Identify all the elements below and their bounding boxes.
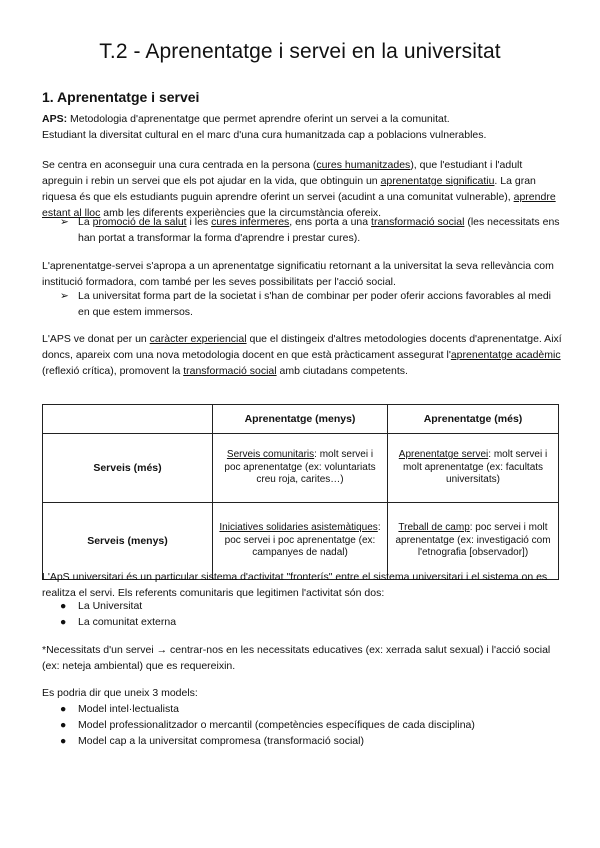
list-item	[42, 614, 562, 630]
bullet-dot-icon: ●	[60, 616, 67, 628]
bullet-dot-icon: ●	[60, 719, 67, 731]
col-header-learning-less: Aprenentatge (menys)	[213, 405, 388, 434]
row-header-service-less: Serveis (menys)	[43, 503, 213, 580]
bullet-list-health	[42, 214, 562, 246]
needs-paragraph: *Necessitats d'un servei → centrar-nos en les necessitats educatives (ex: xerrada salut sexual) i l'acció social (ex: neteja ambiental) que es requereixin.	[42, 644, 551, 672]
col-header-learning-more: Aprenentatge (més)	[388, 405, 559, 434]
page-title: T.2 - Aprenentatge i servei en la universitat	[99, 40, 501, 63]
underlined-term: caràcter experiencial	[149, 333, 247, 345]
table-header-row	[43, 405, 559, 434]
text-run: : molt servei i molt aprenentatge (ex: facultats universitats)	[402, 449, 548, 486]
bullet-dot-icon: ●	[60, 600, 67, 612]
table-row	[43, 434, 559, 503]
section-heading: 1. Aprenentatge i servei	[42, 89, 200, 105]
list-item-text: Model professionalitzador o mercantil (competències específiques de cada disciplina)	[78, 719, 475, 731]
text-run: que el distingeix d'altres metodologies docents d'aprenentatge. Així doncs, apareix com una nova metodologia docent en que està pràcticament assegurat l'	[42, 333, 562, 361]
text-run: (les necessitats ens han portat a transformar la forma d'aprendre i prestar cures).	[78, 216, 560, 244]
underlined-term: Aprenentatge servei	[398, 449, 489, 461]
table-row	[43, 503, 559, 580]
list-item	[42, 598, 562, 614]
row-header-service-more: Serveis (més)	[43, 434, 213, 503]
text-run: : poc servei i poc aprenentatge (ex: campanyes de nadal)	[224, 522, 381, 559]
table-cell	[388, 503, 559, 580]
list-item	[42, 701, 562, 717]
table-cell	[213, 434, 388, 503]
text-run: : molt servei i poc aprenentatge (ex: voluntariats creu roja, carites…)	[224, 449, 376, 486]
table-corner-cell	[43, 405, 213, 434]
text-run: , ens porta a una	[289, 216, 372, 228]
list-item-text: Model cap a la universitat compromesa (transformació social)	[78, 735, 364, 747]
intro-line-1: Metodologia d'aprenentatge que permet aprendre oferint un servei a la comunitat.	[67, 113, 450, 125]
experiential-paragraph	[42, 331, 562, 379]
aps-term: APS:	[42, 113, 68, 125]
text-run: La	[78, 216, 93, 228]
underlined-term: aprenentatge acadèmic	[450, 349, 561, 361]
underlined-term: promoció de la salut	[92, 216, 187, 228]
list-item	[42, 214, 562, 246]
underlined-term: Iniciatives solidaries asistemàtiques	[219, 522, 378, 534]
text-run: i les	[186, 216, 212, 228]
list-item-text: La comunitat externa	[78, 616, 177, 628]
text-run: . La gran riquesa és que els estudiants puguin aprendre oferint un servei (acudint a una comunitat vulnerable),	[42, 175, 536, 203]
table-cell	[213, 503, 388, 580]
models-list	[42, 701, 562, 749]
intro-line-2: Estudiant la diversitat cultural en el marc d'una cura humanitzada cap a poblacions vulnerables.	[42, 129, 487, 141]
underlined-term: aprendre estant al lloc	[42, 191, 556, 219]
text-run: Se centra en aconseguir una cura centrada en la persona (	[42, 159, 317, 171]
intro-paragraph	[42, 111, 562, 143]
text-run: ), que l'estudiant i l'adult apreguin i rebin un servei que els pot ajudar en la vida, que obtinguin un	[42, 159, 523, 187]
referents-list	[42, 598, 562, 630]
underlined-term: transformació social	[371, 216, 465, 228]
models-intro: Es podria dir que uneix 3 models:	[42, 687, 198, 699]
arrow-bullet-icon: ➢	[60, 216, 69, 228]
text-run: L'APS ve donat per un	[42, 333, 150, 345]
list-item	[42, 733, 562, 749]
bullet-dot-icon: ●	[60, 735, 67, 747]
list-item	[42, 288, 562, 320]
text-run: La universitat forma part de la societat i s'han de combinar per poder oferir accions favorables al medi en que estem immersos.	[78, 290, 551, 318]
list-item-text: Model intel·lectualista	[78, 703, 179, 715]
frontier-paragraph: L'ApS universitari és un particular sistema d'activitat "fronterís" entre el sistema universitari i el sistema on es realitza el servi. Els referents comunitaris que legitimen l'activitat són dos:	[42, 571, 548, 599]
care-paragraph	[42, 157, 562, 221]
aps-university-paragraph: L'aprenentatge-servei s'apropa a un aprenentatge significatiu retornant a la universitat la seva rellevància com institució formadora, com també per les seves possibilitats per l'acció social.	[42, 260, 554, 288]
underlined-term: aprenentatge significatiu	[380, 175, 495, 187]
underlined-term: transformació social	[183, 365, 277, 377]
bullet-list-university	[42, 288, 562, 320]
text-run: amb ciutadans competents.	[276, 365, 408, 377]
underlined-term: cures infermeres	[211, 216, 290, 228]
underlined-term: Serveis comunitaris	[226, 449, 315, 461]
table-cell	[388, 434, 559, 503]
text-run: (reflexió crítica), promovent la	[42, 365, 184, 377]
text-run: amb les diferents experiències que la circumstància ofereix.	[100, 207, 382, 219]
underlined-term: Treball de camp	[398, 522, 470, 534]
text-run: : poc servei i molt aprenentatge (ex: investigació com l'etnografia [observador])	[395, 522, 551, 559]
underlined-term: cures humanitzades	[316, 159, 411, 171]
bullet-dot-icon: ●	[60, 703, 67, 715]
list-item	[42, 717, 562, 733]
arrow-bullet-icon: ➢	[60, 290, 69, 302]
list-item-text: La Universitat	[78, 600, 143, 612]
aps-quadrant-table	[42, 404, 559, 580]
